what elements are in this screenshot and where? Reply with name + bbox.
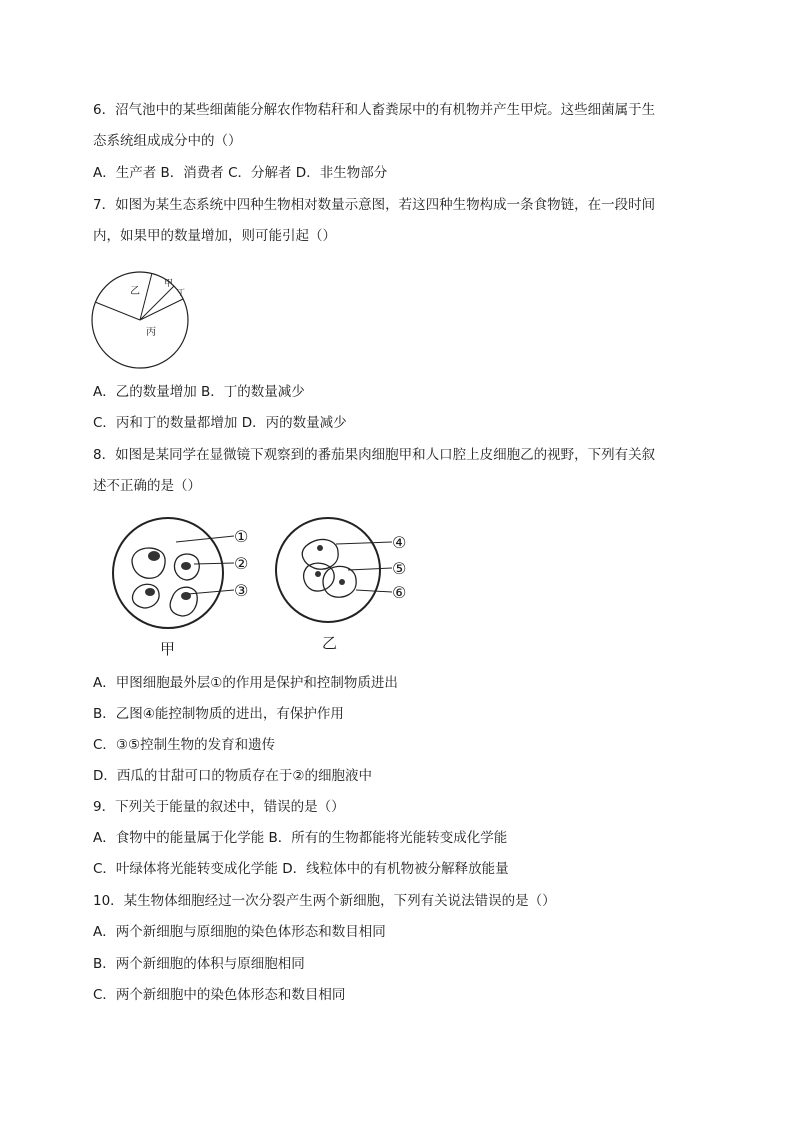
q8-option-b: B．乙图④能控制物质的进出，有保护作用	[93, 706, 344, 722]
q8-view-yi	[276, 518, 406, 652]
q8-caption-yi: 乙	[322, 634, 338, 652]
q8-yi-nucleus	[339, 579, 345, 585]
q7-stem-line1: 7．如图为某生态系统中四种生物相对数量示意图，若这四种生物构成一条食物链，在一段时间	[93, 197, 656, 213]
q8-microscope-figure	[110, 518, 420, 660]
q6-stem-line2: 态系统组成成分中的（）	[93, 133, 242, 149]
q7-label-bing: 丙	[146, 327, 156, 338]
q7-label-jia: 甲	[164, 279, 174, 289]
q7-pie-divider-bing	[140, 299, 183, 320]
q8-callout-1: ①	[234, 527, 249, 546]
q8-view-jia	[113, 518, 248, 658]
q10-stem: 10．某生物体细胞经过一次分裂产生两个新细胞，下列有关说法错误的是（）	[93, 893, 556, 909]
q7-options-ab: A．乙的数量增加 B．丁的数量减少	[93, 384, 305, 400]
q8-callout-2: ②	[234, 554, 249, 573]
q8-leader-5	[348, 568, 392, 570]
q8-callout-5: ⑤	[392, 559, 407, 578]
q8-yi-nucleus	[317, 545, 323, 551]
q8-callout-3: ③	[234, 581, 249, 600]
q7-pie-divider-ding	[140, 286, 174, 320]
q7-pie-figure	[90, 255, 200, 370]
q8-jia-cell	[132, 584, 159, 608]
q7-stem-line2: 内，如果甲的数量增加，则可能引起（）	[93, 228, 336, 244]
q8-stem-line1: 8．如图是某同学在显微镜下观察到的番茄果肉细胞甲和人口腔上皮细胞乙的视野，下列有关叙	[93, 447, 656, 463]
q8-option-c: C．③⑤控制生物的发育和遗传	[93, 737, 276, 753]
q10-option-a: A．两个新细胞与原细胞的染色体形态和数目相同	[93, 924, 386, 940]
q8-jia-nucleus	[145, 588, 155, 596]
q8-leader-1	[176, 536, 234, 542]
q6-options: A．生产者 B．消费者 C．分解者 D．非生物部分	[93, 165, 388, 181]
q8-yi-cell	[304, 563, 335, 591]
q8-option-a: A．甲图细胞最外层①的作用是保护和控制物质进出	[93, 675, 398, 691]
q7-label-yi: 乙	[130, 286, 140, 297]
q9-stem: 9．下列关于能量的叙述中，错误的是（）	[93, 799, 345, 815]
q8-view-jia-circle	[113, 518, 223, 628]
q9-options-cd: C．叶绿体将光能转变成化学能 D．线粒体中的有机物被分解释放能量	[93, 861, 509, 877]
q8-yi-nucleus	[315, 571, 321, 577]
q8-callout-6: ⑥	[392, 583, 407, 602]
q9-options-ab: A．食物中的能量属于化学能 B．所有的生物都能将光能转变成化学能	[93, 830, 508, 846]
q7-options-cd: C．丙和丁的数量都增加 D．丙的数量减少	[93, 415, 347, 431]
q10-option-c: C．两个新细胞中的染色体形态和数目相同	[93, 987, 346, 1003]
q8-jia-nucleus	[181, 562, 191, 570]
q8-jia-nucleus	[148, 551, 160, 561]
q7-label-ding: 丁	[177, 288, 185, 297]
q8-leader-4	[336, 542, 392, 544]
q8-callout-4: ④	[392, 533, 407, 552]
q8-leader-6	[356, 590, 392, 592]
q10-option-b: B．两个新细胞的体积与原细胞相同	[93, 956, 305, 972]
q8-stem-line2: 述不正确的是（）	[93, 478, 201, 494]
q7-pie-divider-jia	[140, 273, 152, 320]
q8-option-d: D．西瓜的甘甜可口的物质存在于②的细胞液中	[93, 768, 372, 784]
q8-jia-cell	[132, 548, 165, 578]
q8-jia-cell	[170, 587, 197, 616]
q8-leader-2	[194, 563, 234, 564]
q8-yi-cell	[302, 539, 338, 569]
q7-pie-divider-yi	[95, 302, 140, 320]
q8-caption-jia: 甲	[160, 640, 176, 658]
q8-jia-nucleus	[181, 592, 191, 600]
q6-stem-line1: 6．沼气池中的某些细菌能分解农作物秸秆和人畜粪尿中的有机物并产生甲烷。这些细菌属于生	[93, 102, 656, 118]
